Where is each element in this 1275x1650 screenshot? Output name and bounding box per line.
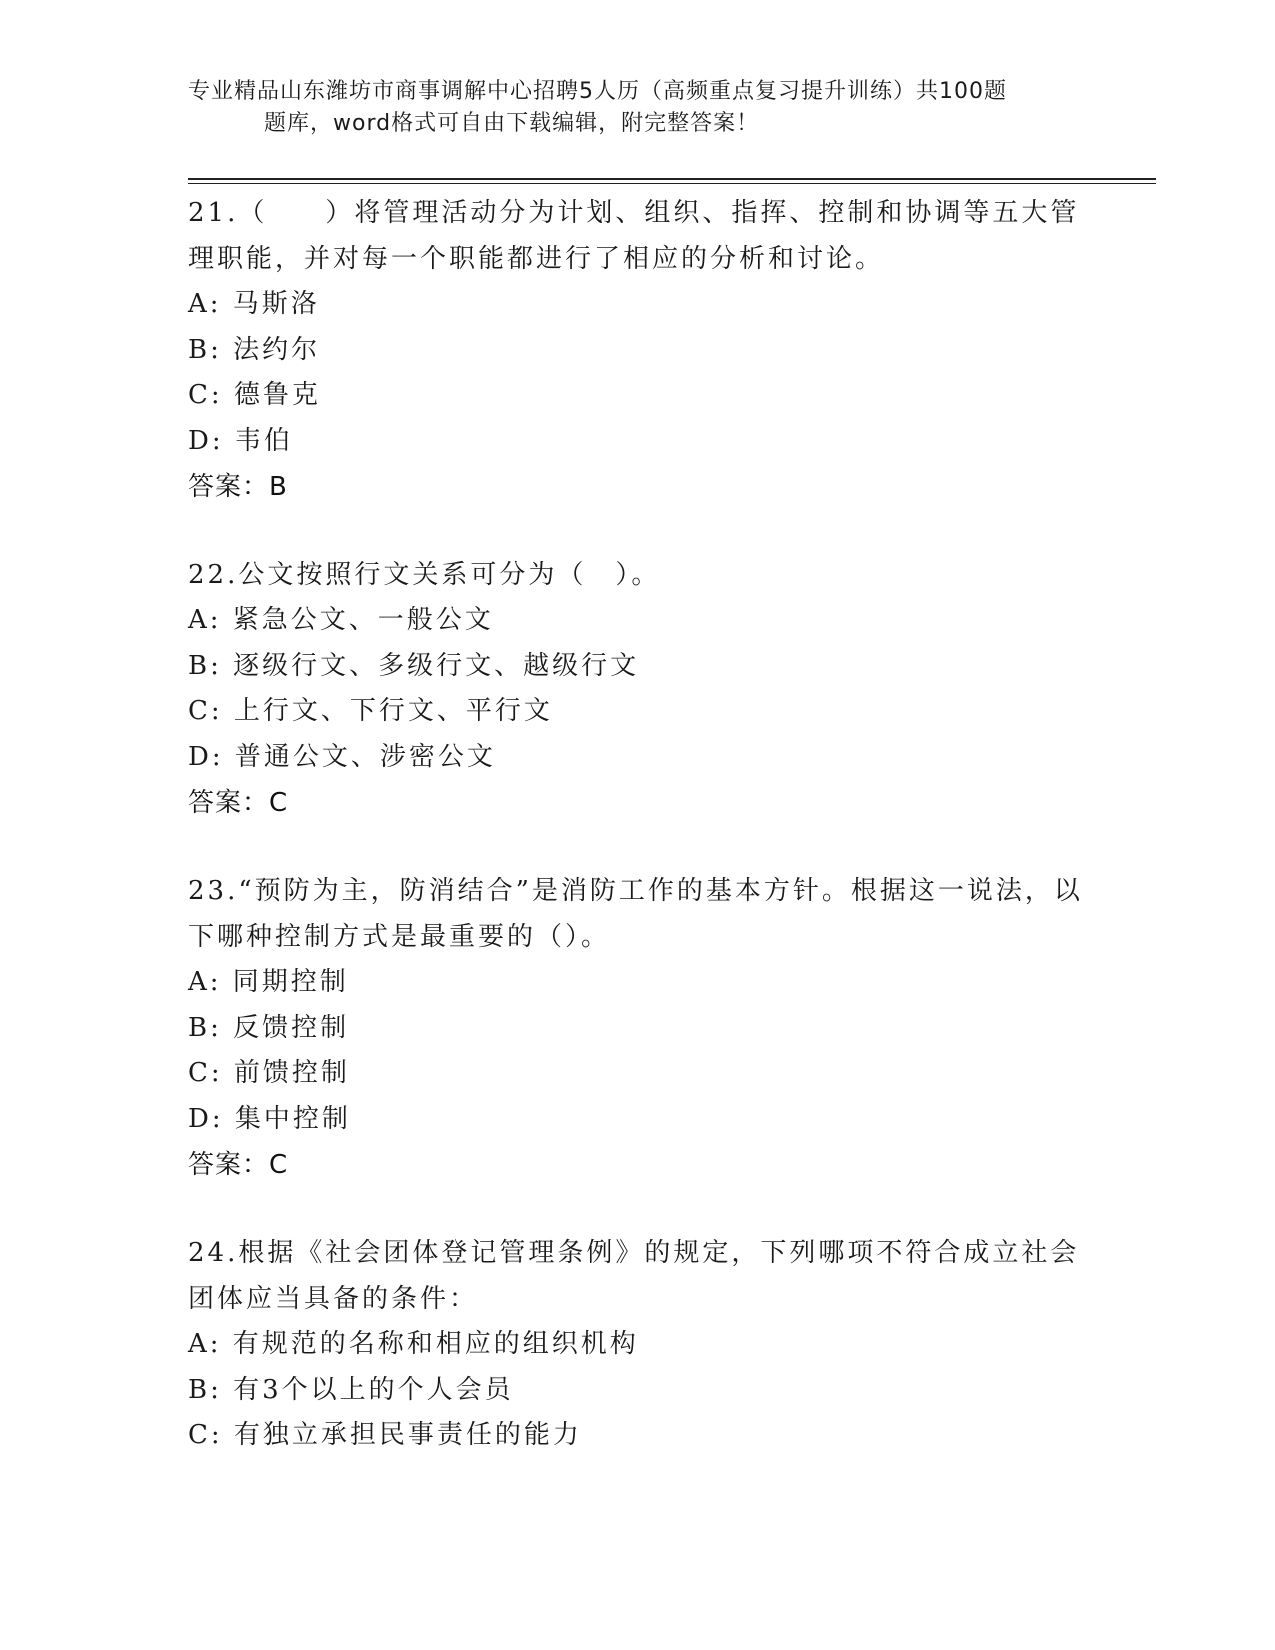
answer-line: 答案：C (188, 788, 289, 818)
option-b: B: 有3个以上的个人会员 (188, 1374, 514, 1405)
option-d: D: 普通公文、涉密公文 (188, 741, 496, 772)
question-22 (188, 552, 1088, 826)
header-divider-thin (188, 183, 1156, 184)
header-title-line-2: 题库，word格式可自由下载编辑，附完整答案！ (264, 111, 760, 136)
question-text: 24.根据《社会团体登记管理条例》的规定，下列哪项不符合成立社会团体应当具备的条件： (188, 1238, 1080, 1314)
document-header (188, 76, 1088, 140)
question-21 (188, 190, 1088, 510)
question-text: 23.“预防为主，防消结合”是消防工作的基本方针。根据这一说法，以下哪种控制方式是最重要的（）。 (188, 876, 1083, 952)
option-c: C: 上行文、下行文、平行文 (188, 696, 553, 726)
header-divider-thick (188, 178, 1156, 180)
answer-line: 答案：B (188, 472, 288, 502)
option-c: C: 有独立承担民事责任的能力 (188, 1420, 582, 1450)
option-c: C: 前馈控制 (188, 1058, 350, 1088)
option-b: B: 逐级行文、多级行文、越级行文 (188, 650, 640, 681)
question-text: 22.公文按照行文关系可分为（ ）。 (188, 560, 661, 590)
question-23 (188, 868, 1088, 1188)
option-b: B: 法约尔 (188, 334, 321, 365)
question-list (188, 190, 1088, 1501)
question-text: 21.（ ）将管理活动分为计划、组织、指挥、控制和协调等五大管理职能，并对每一个职能都进行了相应的分析和讨论。 (188, 198, 1080, 274)
option-a: A: 同期控制 (188, 967, 349, 997)
option-a: A: 马斯洛 (188, 289, 320, 319)
option-d: D: 集中控制 (188, 1103, 351, 1134)
option-d: D: 韦伯 (188, 425, 293, 456)
option-c: C: 德鲁克 (188, 380, 321, 410)
option-a: A: 紧急公文、一般公文 (188, 605, 494, 635)
option-b: B: 反馈控制 (188, 1012, 350, 1043)
option-a: A: 有规范的名称和相应的组织机构 (188, 1329, 639, 1359)
question-24 (188, 1230, 1088, 1459)
answer-line: 答案：C (188, 1150, 289, 1180)
header-title-line-1: 专业精品山东潍坊市商事调解中心招聘5人历（高频重点复习提升训练）共100题 (188, 79, 1007, 104)
